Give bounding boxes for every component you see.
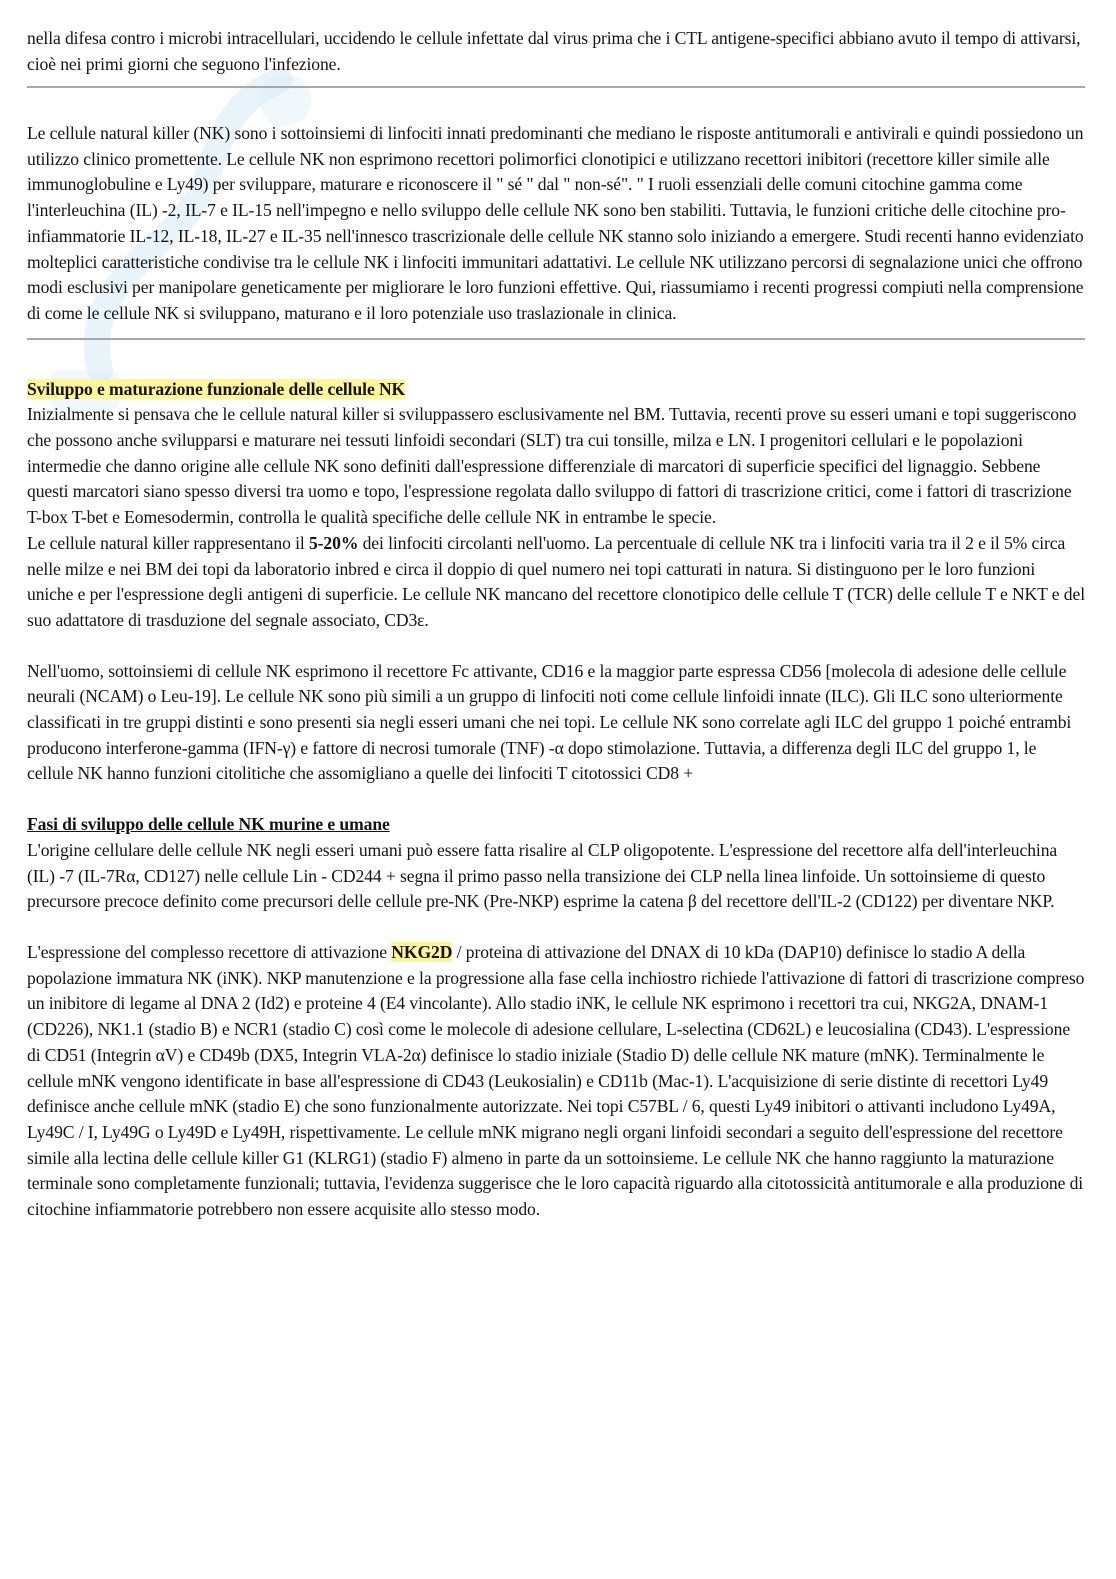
intro-paragraph: nella difesa contro i microbi intracellulari, uccidendo le cellule infettate dal virus prima che i CTL antigene-specifici abbiano avuto il tempo di attivarsi, cioè nei primi giorni che seguono l'infezione. (27, 28, 1081, 74)
bold-percentage: 5-20% (308, 532, 359, 553)
section1-paragraph-2 (27, 531, 1085, 634)
section-heading-sviluppo (27, 377, 1085, 403)
section1-paragraph-1: Inizialmente si pensava che le cellule natural killer si sviluppassero esclusivamente nel BM. Tuttavia, recenti prove su esseri umani e topi suggeriscono che possono anche svilupparsi e maturare nei tessuti linfoidi secondari (SLT) tra cui tonsille, milza e LN. I progenitori cellulari e le popolazioni intermedie che danno origine alle cellule NK sono definiti dall'espressione differenziale di marcatori di superficie specifici del lignaggio. Sebbene questi marcatori siano spesso diversi tra uomo e topo, l'espressione regolata dallo sviluppo di fattori di trascrizione critici, come i fattori di trascrizione T-box T-bet e Eomesodermin, controlla le qualità specifiche delle cellule NK in entrambe le specie. (27, 404, 1077, 528)
text-span: L'espressione del complesso recettore di attivazione (27, 941, 392, 962)
document-page (27, 26, 1085, 1223)
text-span: / proteina di attivazione del DNAX di 10 kDa (DAP10) definisce lo stadio A della popolazione immatura NK (iNK). NKP manutenzione e la progressione alla fase cella inchiostro richiede l'attivazione di fattori di trascrizione compreso un inibitore di legame al DNA 2 (Id2) e proteine 4 (E4 vincolante). Allo stadio iNK, le cellule NK esprimono i recettori tra cui, NKG2A, DNAM-1 (CD226), NK1.1 (stadio B) e NCR1 (stadio C) così come le molecole di adesione cellulare, L-selectina (CD62L) e leucosialina (CD43). L'espressione di CD51 (Integrin αV) e CD49b (DX5, Integrin VLA-2α) definisce lo stadio iniziale (Stadio D) delle cellule NK mature (mNK). Terminalmente le cellule mNK vengono identificate in base all'espressione di CD43 (Leukosialin) e CD11b (Mac-1). L'acquisizione di serie distinte di recettori Ly49 definisce anche cellule mNK (stadio E) che sono funzionalmente autorizzate. Nei topi C57BL / 6, questi Ly49 inibitori o attivanti includono Ly49A, Ly49C / I, Ly49G o Ly49D e Ly49H, rispettivamente. Le cellule mNK migrano negli organi linfoidi secondari a seguito dell'espressione del recettore simile alla lectina delle cellule killer G1 (KLRG1) (stadio F) almeno in parte da un sottoinsieme. Le cellule NK che hanno raggiunto la maturazione terminale sono completamente funzionali; tuttavia, l'evidenza suggerisce che le loro capacità riguardo alla citotossicità antitumorale e alla produzione di citochine infiammatorie potrebbero non essere acquisite allo stesso modo. (27, 941, 1085, 1220)
section-heading-text: Fasi di sviluppo delle cellule NK murine e umane (27, 814, 390, 835)
abstract-paragraph: Le cellule natural killer (NK) sono i sottoinsiemi di linfociti innati predominanti che mediano le risposte antitumorali e antivirali e quindi possiedono un utilizzo clinico promettente. Le cellule NK non esprimono recettori polimorfici clonotipici e utilizzano recettori inibitori (recettore killer simile alle immunoglobuline e Ly49) per sviluppare, maturare e riconoscere il " sé " dal " non-sé". " I ruoli essenziali delle comuni citochine gamma come l'interleuchina (IL) -2, IL-7 e IL-15 nell'impegno e nello sviluppo delle cellule NK sono ben stabiliti. Tuttavia, le funzioni critiche delle citochine pro-infiammatorie IL-12, IL-18, IL-27 e IL-35 nell'innesco trascrizionale delle cellule NK stanno solo iniziando a emergere. Studi recenti hanno evidenziato molteplici caratteristiche condivise tra le cellule NK i linfociti immunitari adattativi. Le cellule NK utilizzano percorsi di segnalazione unici che offrono modi esclusivi per manipolare geneticamente per migliorare le loro funzioni effettive. Qui, riassumiamo i recenti progressi compiuti nella comprensione di come le cellule NK si sviluppano, maturano e il loro potenziale uso traslazionale in clinica. (27, 123, 1084, 323)
section-heading-text: Sviluppo e maturazione funzionale delle cellule NK (27, 378, 406, 399)
section2-paragraph-2 (27, 940, 1085, 1223)
section1-paragraph-3: Nell'uomo, sottoinsiemi di cellule NK esprimono il recettore Fc attivante, CD16 e la maggior parte espressa CD56 [molecola di adesione delle cellule neurali (NCAM) o Leu-19]. Le cellule NK sono più simili a un gruppo di linfociti noti come cellule linfoidi innate (ILC). Gli ILC sono ulteriormente classificati in tre gruppi distinti e sono presenti sia negli esseri umani che nei topi. Le cellule NK sono correlate agli ILC del gruppo 1 poiché entrambi producono interferone-gamma (IFN-γ) e fattore di necrosi tumorale (TNF) -α dopo stimolazione. Tuttavia, a differenza degli ILC del gruppo 1, le cellule NK hanno funzioni citolitiche che assomigliano a quelle dei linfociti T citotossici CD8 + (27, 660, 1072, 784)
text-span: Le cellule natural killer rappresentano il (27, 532, 309, 553)
text-span: dei linfociti circolanti nell'uomo. La percentuale di cellule NK tra i linfociti varia tra il 2 e il 5% circa nelle milze e nei BM dei topi da laboratorio inbred e circa il doppio di quel numero nei topi catturati in natura. Si distinguono per le loro funzioni uniche e per l'espressione degli antigeni di superficie. Le cellule NK mancano del recettore clonotipico delle cellule T (TCR) delle cellule T e NKT e del suo adattatore di trasduzione del segnale associato, CD3ε. (27, 532, 1085, 630)
highlight-nkg2d: NKG2D (391, 941, 453, 962)
section2-paragraph-1: L'origine cellulare delle cellule NK negli esseri umani può essere fatta risalire al CLP oligopotente. L'espressione del recettore alfa dell'interleuchina (IL) -7 (IL-7Rα, CD127) nelle cellule Lin - CD244 + segna il primo passo nella transizione dei CLP nella linea linfoide. Un sottoinsieme di questo precursore precoce definito come precursori delle cellule pre-NK (Pre-NKP) esprime la catena β del recettore dell'IL-2 (CD122) per diventare NKP. (27, 839, 1058, 912)
section-heading-fasi (27, 812, 1085, 838)
